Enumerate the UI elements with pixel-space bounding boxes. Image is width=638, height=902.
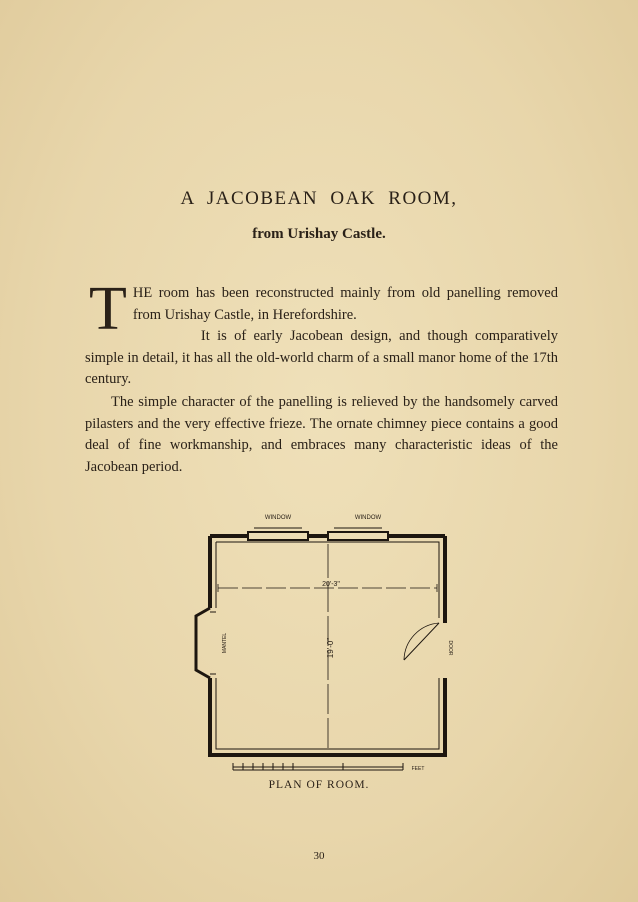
door-label: DOOR [447,640,453,656]
window-label-right: WINDOW [354,515,382,521]
width-dimension: 20'-3" [322,581,340,588]
mantel-label: MANTEL [222,632,228,654]
depth-dimension: 19'-0" [326,637,335,659]
body-paragraph: The simple character of the panelling is relieved by the handsomely carved pilasters and the very effective frieze. The ornate chimney piece contains a good deal of fine workmanship, and embraces many characteristic ideas of the Jacobean period. [85,394,558,475]
intro-text-2: It is of early Jacobean design, and though comparatively simple in detail, it has all the old-world charm of a small manor home of the 17th century. [85,328,558,387]
intro-paragraph [85,275,558,391]
window-label-left: WINDOW [264,515,292,521]
page-number: 30 [313,850,325,862]
drop-cap: T [89,275,127,343]
floor-plan [188,508,463,778]
intro-text-1: HE room has been reconstructed mainly from old panelling removed from Urishay Castle, in Herefordshire. [132,285,558,323]
page-subtitle: from Urishay Castle. [252,226,386,242]
figure-caption: PLAN OF ROOM. [268,779,370,791]
page-title: A JACOBEAN OAK ROOM, [180,188,458,209]
scale-unit: FEET [411,766,425,772]
